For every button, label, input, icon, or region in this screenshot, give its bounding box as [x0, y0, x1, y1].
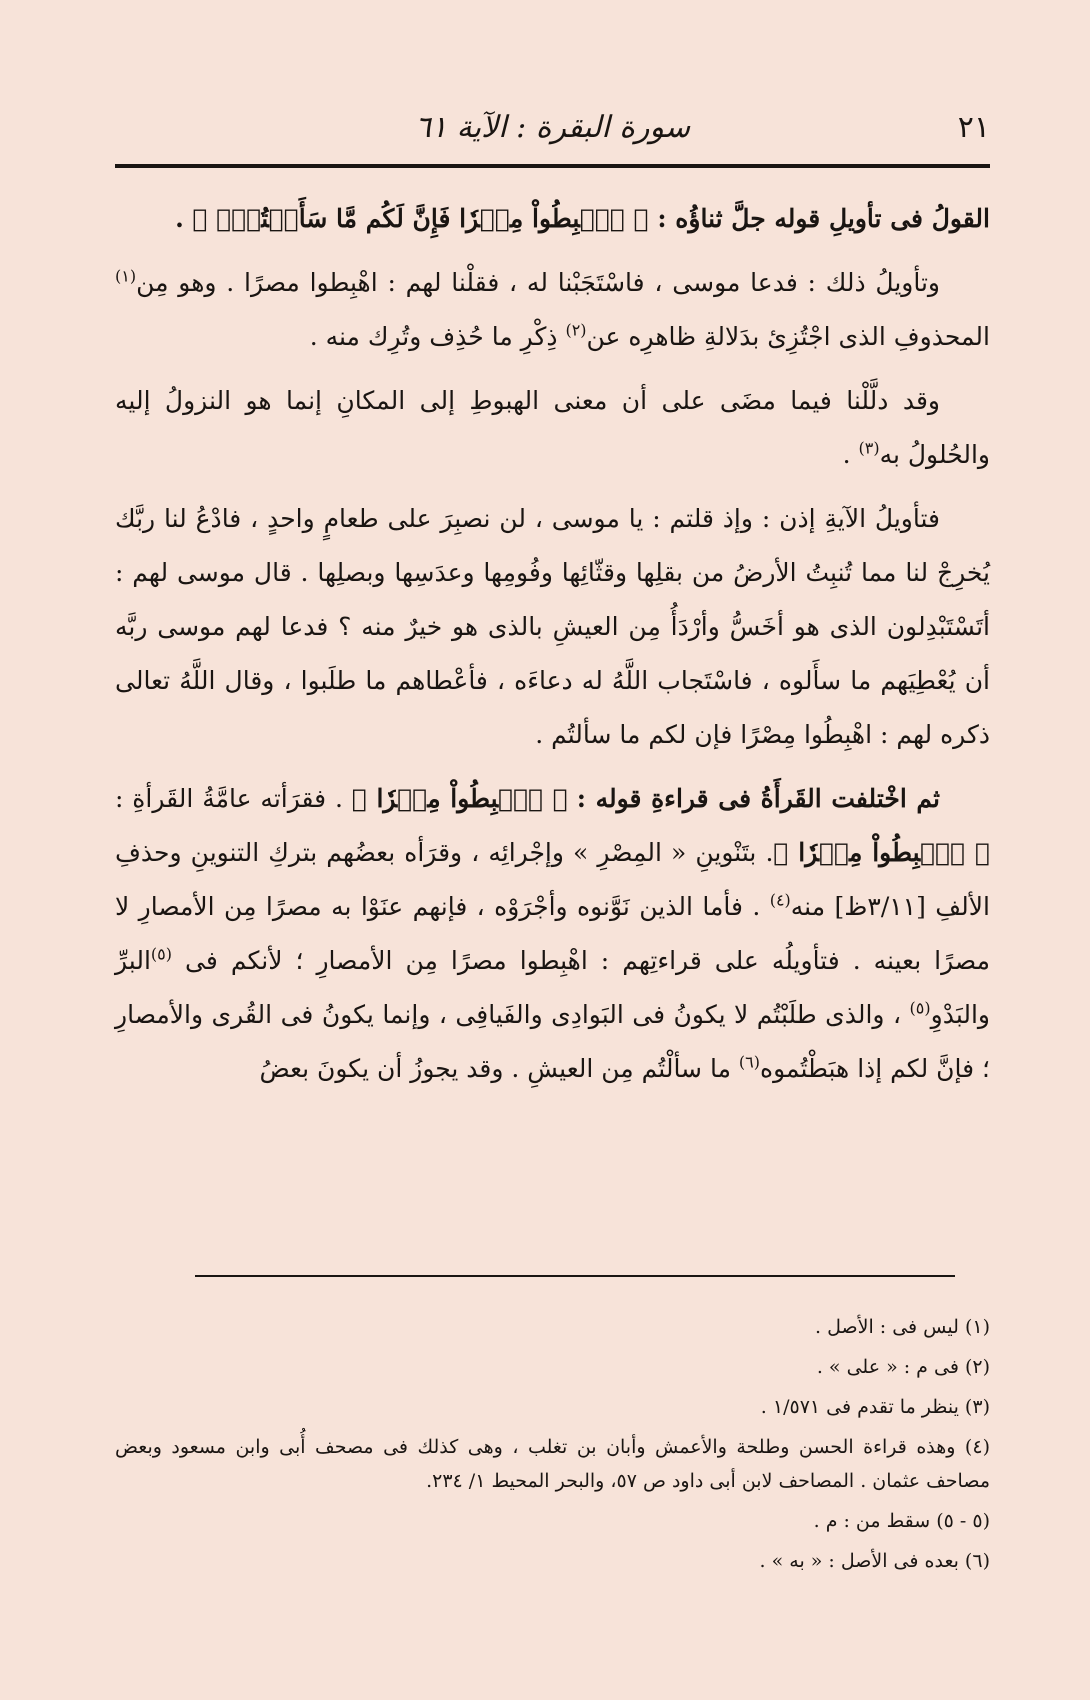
footnote-ref: (٥) — [150, 944, 172, 964]
running-title: سورة البقرة : الآية ٦١ — [414, 110, 691, 145]
footnote-ref: (١) — [115, 266, 137, 286]
footnote: (٦) بعده فى الأصل : « به » . — [759, 1550, 990, 1572]
text-span: وقد دلَّلْنا فيما مضَى على أن معنى الهبوطِ إلى المكانِ إنما هو النزولُ إليه والحُلولُ به — [115, 386, 990, 469]
quran-quote: ﴿ ٱهۡبِطُواْ مِصۡرٗا ﴾ — [351, 784, 568, 813]
footnote: (٣) ينظر ما تقدم فى ١/٥٧١ . — [760, 1396, 990, 1418]
quran-quote: ﴿ ٱهۡبِطُواْ مِصۡرٗا ﴾ — [773, 838, 991, 867]
paragraph-1 — [115, 256, 990, 364]
page-number: ٢١ — [957, 110, 990, 145]
header-rule — [115, 164, 990, 168]
footnote-ref: (٦) — [738, 1052, 760, 1072]
footnote-rule — [195, 1275, 955, 1277]
text-span: ذِكْرِ ما حُذِف وتُرِك منه . — [309, 322, 566, 351]
footnote-ref: (٢) — [565, 320, 587, 340]
footnote-ref: (٥) — [909, 998, 931, 1018]
text-span: ما سألْتُم مِن العيشِ . وقد يجوزُ أن يكونَ بعضُ — [259, 1054, 739, 1083]
paragraph-lead: ثم اخْتلفت القَرأَةُ فى قراءةِ قوله : — [576, 784, 941, 813]
footnote-ref: (٣) — [858, 438, 880, 458]
paragraph-4 — [115, 772, 990, 1096]
main-text — [115, 192, 990, 1106]
footnote: (١) ليس فى : الأصل . — [815, 1316, 990, 1338]
quran-quote: ﴿ ٱهۡبِطُواْ مِصۡرٗا فَإِنَّ لَكُم مَّا سَأَلۡتُمۡۗ ﴾ — [192, 204, 649, 233]
text-span: . — [842, 440, 859, 469]
text-span: . بتَنْوينِ « المِصْرِ » وإجْرائِه ، وقرَأه بعضُهم بتركِ التنوينِ وحذفِ الألفِ [٣/١١ظ] منه — [115, 838, 990, 921]
text-span: . فقرَأته عامَّةُ القَرأةِ : — [115, 784, 352, 813]
text-span: البرِّ والبَدْوِ — [115, 946, 990, 1029]
text-span: . فأما الذين نَوَّنوه وأجْرَوْه ، فإنهم عنَوْا به مصرًا مِن الأمصارِ لا مصرًا بعينه . فتأويلُه على قراءتِهم : اهْبِطوا مصرًا مِن الأمصارِ ؛ لأنكم فى — [115, 892, 990, 975]
paragraph-3: فتأويلُ الآيةِ إذن : وإذ قلتم : يا موسى ، لن نصبِرَ على طعامٍ واحدٍ ، فادْعُ لنا ربَّك يُخرِجْ لنا مما تُنبِتُ الأرضُ من بقلِها وقثّائِها وفُومِها وعدَسِها وبصلِها . قال موسى لهم : أتَسْتَبْدِلون الذى هو أخَسُّ وأرْدَأُ مِن العيشِ بالذى هو خيرٌ منه ؟ فدعا لهم موسى ربَّه أن يُعْطِيَهم ما سأَلوه ، فاسْتَجاب اللَّهُ له دعاءَه ، فأعْطاهم ما طلَبوا ، وقال اللَّهُ تعالى ذكره لهم : اهْبِطُوا مِصْرًا فإن لكم ما سألتُم . — [115, 504, 990, 749]
heading-lead: القولُ فى تأويلِ قوله جلَّ ثناؤُه : — [657, 204, 990, 233]
section-heading — [115, 192, 990, 246]
page-header — [115, 110, 990, 160]
paragraph-2 — [115, 374, 990, 482]
footnote: (٤) وهذه قراءة الحسن وطلحة والأعمش وأبان بن تغلب ، وهى كذلك فى مصحف أُبى وابن مسعود وبعض مصاحف عثمان . المصاحف لابن أبى داود ص ٥٧، والبحر المحيط ١/ ٢٣٤. — [115, 1436, 990, 1492]
text-span: المحذوفِ الذى اجْتُزِئ بدَلالةِ ظاهرِه عن — [586, 322, 990, 351]
text-span: ، والذى طلَبْتُم لا يكونُ فى البَوادِى والفَيافِى ، وإنما يكونُ فى القُرى والأمصارِ ؛ فإنَّ لكم إذا هبَطْتُموه — [115, 1000, 990, 1083]
footnote: (٢) فى م : « على » . — [816, 1356, 990, 1378]
footnotes — [115, 1310, 990, 1584]
footnote-ref: (٤) — [769, 890, 791, 910]
heading-end: . — [175, 204, 193, 233]
text-span: وتأويلُ ذلك : فدعا موسى ، فاسْتَجَبْنا له ، فقلْنا لهم : اهْبِطوا مصرًا . وهو مِن — [136, 268, 940, 297]
footnote: (٥ - ٥) سقط من : م . — [813, 1510, 990, 1532]
